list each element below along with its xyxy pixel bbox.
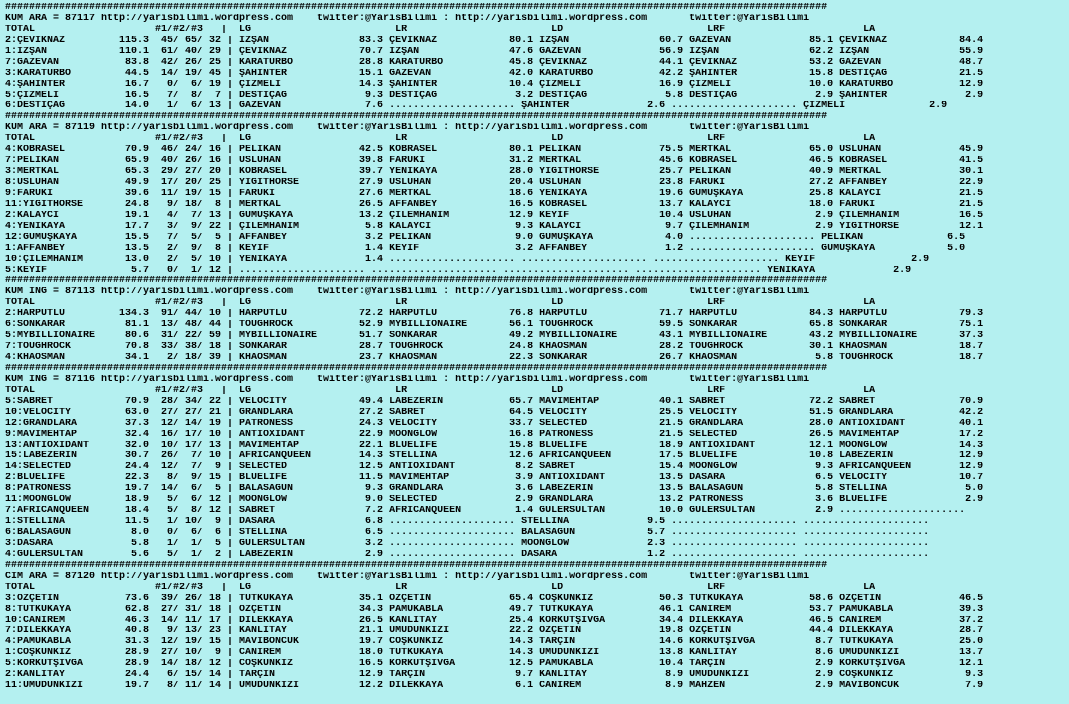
text-line: 12:GÜMÜŞKAYA 15.5 7/ 5/ 5 | AFFANBEY 3.2 PELİKAN 9.0 GÜMÜŞKAYA 4.0 ..................... PELİKAN 6.5: [5, 232, 966, 243]
text-line: TOTAL #1/#2/#3 | LG LR LD LRF LA: [5, 298, 876, 309]
text-line: 10:ÇİLEMHANIM 13.0 2/ 5/ 10 | YENİKAYA 1.4 ..................... ..................... ..................... KEYİF 2.9: [5, 254, 930, 265]
text-line: 1:AFFANBEY 13.5 2/ 9/ 8 | KEYİF 1.4 KEYİF 3.2 AFFANBEY 1.2 ..................... GÜMÜŞKAYA 5.0: [5, 243, 966, 254]
text-line: 1:STELLINA 11.5 1/ 10/ 9 | DASARA 6.8 ..................... STELLINA 9.5 ..................... .....................: [5, 517, 930, 528]
text-line: 4:KOBRASEL 70.9 46/ 24/ 16 | PELİKAN 42.5 KOBRASEL 80.1 PELİKAN 75.5 MERTKAL 65.0 USLUHAN 45.9: [5, 145, 984, 156]
text-line: 9:MAVİMEHTAP 32.4 16/ 17/ 10 | ANTIOXIDANT 22.9 MOONGLOW 16.8 PATRONESS 21.5 SELECTED 26.5 MAVİMEHTAP 17.2: [5, 429, 984, 440]
text-line: TOTAL #1/#2/#3 | LG LR LD LRF LA: [5, 24, 876, 35]
text-line: 7:AFRICANQUEEN 18.4 5/ 8/ 12 | SABRET 7.2 AFRICANQUEEN 1.4 GÜLERSULTAN 10.0 GÜLERSULTAN 2.9 .....................: [5, 506, 966, 517]
text-line: 3:ÖZÇETİN 73.6 39/ 26/ 18 | TUTKUKAYA 35.1 ÖZÇETİN 65.4 COŞKUNKIZ 50.3 TUTKUKAYA 58.6 ÖZÇETİN 46.5: [5, 593, 984, 604]
text-line: 6:BALASAGUN 8.0 0/ 6/ 6 | STELLINA 6.5 ..................... BALASAGUN 5.7 ..................... .....................: [5, 528, 930, 538]
text-line: 10:CANİREM 46.3 14/ 11/ 17 | DİLEKKAYA 26.5 KANLITAY 25.4 KORKUTŞIVGA 34.4 DİLEKKAYA 46.5 CANİREM 37.2: [5, 615, 984, 626]
text-line: 10:VELOCITY 63.0 27/ 27/ 21 | GRANDLARA 27.2 SABRET 64.5 VELOCITY 25.5 VELOCITY 51.5 GRANDLARA 42.2: [5, 407, 984, 418]
text-line: #########################################################################################################################################: [5, 560, 828, 571]
text-line: 2:BLUELIFE 22.3 8/ 9/ 15 | BLUELIFE 11.5 MAVİMEHTAP 3.9 ANTIOXIDANT 13.5 DASARA 6.5 VELOCITY 10.7: [5, 473, 984, 484]
text-line: 6:DESTİÇAĞ 14.0 1/ 6/ 13 | GAZEVAN 7.6 ..................... ŞAHİNTER 2.6 ..................... ÇİZMELİ 2.9: [5, 101, 948, 112]
text-line: 5:ÇİZMELİ 16.5 7/ 8/ 7 | DESTİÇAĞ 9.3 DESTİÇAĞ 3.2 DESTİÇAĞ 5.8 DESTİÇAĞ 2.9 ŞAHİNTER 2.9: [5, 90, 984, 101]
text-line: #########################################################################################################################################: [5, 363, 828, 374]
text-line: KUM ING = 87116 http://yarisbilimi.wordpress.com twitter:@YarisBilimi : http://yarisbilimi.wordpress.com twitter:@YarisBilimi: [5, 374, 810, 385]
text-line: #########################################################################################################################################: [5, 276, 828, 287]
text-line: 5:MYBILLIONAIRE 80.6 31/ 22/ 59 | MYBILLIONAIRE 51.7 SONKARAR 49.2 MYBILLIONAIRE 43.1 MYBILLIONAIRE 43.2 MYBILLIONAIRE 37.3: [5, 331, 984, 342]
text-line: 7:GAZEVAN 83.8 42/ 26/ 25 | KARATURBO 28.8 KARATURBO 45.8 ÇEVİKNAZ 44.1 ÇEVİKNAZ 53.2 GAZEVAN 48.7: [5, 57, 984, 68]
text-line: 2:KANLITAY 24.4 6/ 15/ 14 | TARÇIN 12.9 TARÇIN 9.7 KANLITAY 8.9 UMUDUNKIZI 2.9 COŞKUNKIZ 9.3: [5, 670, 984, 681]
text-line: 9:FARUKİ 39.6 11/ 19/ 15 | FARUKİ 27.6 MERTKAL 18.6 YENİKAYA 19.6 GÜMÜŞKAYA 25.8 KALAYCI 21.5: [5, 188, 984, 199]
text-line: #########################################################################################################################################: [5, 3, 828, 13]
text-line: 3:DASARA 5.8 1/ 1/ 5 | GÜLERSULTAN 3.2 ..................... MOONGLOW 2.3 ..................... .....................: [5, 538, 930, 549]
text-line: 4:GÜLERSULTAN 5.6 5/ 1/ 2 | LABEZERIN 2.9 ..................... DASARA 1.2 ..................... .....................: [5, 549, 930, 560]
text-line: 15:LABEZERIN 30.7 26/ 7/ 10 | AFRICANQUEEN 14.3 STELLINA 12.6 AFRICANQUEEN 17.5 BLUELIFE 10.8 LABEZERIN 12.9: [5, 451, 984, 462]
text-line: 4:PAMUKABLA 31.3 12/ 19/ 15 | MAVİBONCUK 19.7 COŞKUNKIZ 14.3 TARÇIN 14.6 KORKUTŞIVGA 8.7 TUTKUKAYA 25.0: [5, 637, 984, 648]
text-line: 5:SABRET 70.9 28/ 34/ 22 | VELOCITY 49.4 LABEZERIN 65.7 MAVİMEHTAP 40.1 SABRET 72.2 SABRET 70.9: [5, 396, 984, 407]
text-line: TOTAL #1/#2/#3 | LG LR LD LRF LA: [5, 385, 876, 396]
text-line: 8:PATRONESS 19.7 14/ 6/ 5 | BALASAGUN 9.3 GRANDLARA 3.6 LABEZERIN 13.5 BALASAGUN 5.8 STELLINA 5.0: [5, 484, 984, 495]
text-line: KUM ARA = 87119 http://yarisbilimi.wordpress.com twitter:@YarisBilimi : http://yarisbilimi.wordpress.com twitter:@YarisBilimi: [5, 123, 810, 134]
text-line: 7:PELİKAN 65.9 40/ 26/ 16 | USLUHAN 39.8 FARUKİ 31.2 MERTKAL 45.6 KOBRASEL 46.5 KOBRASEL 41.5: [5, 156, 984, 167]
text-line: 2:KALAYCI 19.1 4/ 7/ 13 | GÜMÜŞKAYA 13.2 ÇİLEMHANIM 12.9 KEYİF 10.4 USLUHAN 2.9 ÇİLEMHANIM 16.5: [5, 210, 984, 221]
text-line: #########################################################################################################################################: [5, 112, 828, 123]
text-line: 5:KEYİF 5.7 0/ 1/ 12 | ..................... ..................... ..................... ..................... YENİKAYA 2.9: [5, 265, 912, 276]
text-line: 8:TUTKUKAYA 62.8 27/ 31/ 18 | ÖZÇETİN 34.3 PAMUKABLA 49.7 TUTKUKAYA 46.1 CANİREM 53.7 PAMUKABLA 39.3: [5, 604, 984, 615]
text-line: 11:UMUDUNKIZI 19.7 8/ 11/ 14 | UMUDUNKIZI 12.2 DİLEKKAYA 6.1 CANİREM 8.9 MAHZEN 2.9 MAVİBONCUK 7.9: [5, 681, 984, 692]
text-line: 4:YENİKAYA 17.7 3/ 9/ 22 | ÇİLEMHANIM 5.8 KALAYCI 9.3 KALAYCI 9.7 ÇİLEMHANIM 2.9 YİĞİTHORSE 12.1: [5, 221, 984, 232]
text-line: 3:KARATURBO 44.5 14/ 19/ 45 | ŞAHİNTER 15.1 GAZEVAN 42.0 KARATURBO 42.2 ŞAHİNTER 15.8 DESTİÇAĞ 21.5: [5, 68, 984, 79]
text-line: 4:ŞAHİNTER 16.7 0/ 6/ 19 | ÇİZMELİ 14.3 ŞAHİNTER 10.4 ÇİZMELİ 16.9 ÇİZMELİ 10.0 KARATURBO 12.9: [5, 79, 984, 90]
text-line: 11:YİĞİTHORSE 24.8 9/ 18/ 8 | MERTKAL 26.5 AFFANBEY 16.5 KOBRASEL 13.7 KALAYCI 18.0 FARUKİ 21.5: [5, 199, 984, 210]
text-line: 12:GRANDLARA 37.3 12/ 14/ 19 | PATRONESS 24.3 VELOCITY 33.7 SELECTED 21.5 GRANDLARA 28.0 ANTIOXIDANT 40.1: [5, 418, 984, 429]
text-line: 6:SONKARAR 81.1 13/ 48/ 44 | TOUGHROCK 52.9 MYBILLIONAIRE 56.1 TOUGHROCK 59.5 SONKARAR 65.8 SONKARAR 75.1: [5, 320, 984, 331]
text-line: 4:KHAOSMAN 34.1 2/ 18/ 39 | KHAOSMAN 23.7 KHAOSMAN 22.3 SONKARAR 26.7 KHAOSMAN 5.8 TOUGHROCK 18.7: [5, 353, 984, 363]
text-line: TOTAL #1/#2/#3 | LG LR LD LRF LA: [5, 582, 876, 593]
text-line: KUM ING = 87113 http://yarisbilimi.wordpress.com twitter:@YarisBilimi : http://yarisbilimi.wordpress.com twitter:@YarisBilimi: [5, 287, 810, 298]
text-line: CIM ARA = 87120 http://yarisbilimi.wordpress.com twitter:@YarisBilimi : http://yarisbilimi.wordpress.com twitter:@YarisBilimi: [5, 571, 810, 582]
text-line: 14:SELECTED 24.4 12/ 7/ 9 | SELECTED 12.5 ANTIOXIDANT 8.2 SABRET 15.4 MOONGLOW 9.3 AFRICANQUEEN 12.9: [5, 462, 984, 473]
text-line: 1:İZŞAN 110.1 61/ 40/ 29 | ÇEVİKNAZ 70.7 İZŞAN 47.6 GAZEVAN 56.9 İZŞAN 62.2 İZŞAN 55.9: [5, 46, 984, 57]
text-line: TOTAL #1/#2/#3 | LG LR LD LRF LA: [5, 134, 876, 145]
text-line: 7:DİLEKKAYA 40.8 9/ 13/ 23 | KANLITAY 21.1 UMUDUNKIZI 22.2 ÖZÇETİN 19.8 ÖZÇETİN 44.4 DİLEKKAYA 28.7: [5, 626, 984, 637]
text-line: 8:USLUHAN 49.9 17/ 20/ 25 | YİĞİTHORSE 27.9 USLUHAN 20.4 USLUHAN 23.8 FARUKİ 27.2 AFFANBEY 22.9: [5, 178, 984, 188]
text-line: 11:MOONGLOW 18.9 5/ 6/ 12 | MOONGLOW 9.0 SELECTED 2.9 GRANDLARA 13.2 PATRONESS 3.6 BLUELIFE 2.9: [5, 495, 984, 506]
text-line: 2:ÇEVİKNAZ 115.3 45/ 65/ 32 | İZŞAN 83.3 ÇEVİKNAZ 80.1 İZŞAN 60.7 GAZEVAN 85.1 ÇEVİKNAZ 84.4: [5, 35, 984, 46]
text-line: KUM ARA = 87117 http://yarisbilimi.wordpress.com twitter:@YarisBilimi : http://yarisbilimi.wordpress.com twitter:@YarisBilimi: [5, 13, 810, 24]
text-line: 5:KORKUTŞIVGA 28.9 14/ 18/ 12 | COŞKUNKIZ 16.5 KORKUTŞIVGA 12.5 PAMUKABLA 10.4 TARÇIN 2.9 KORKUTŞIVGA 12.1: [5, 659, 984, 670]
text-line: 1:COŞKUNKIZ 28.9 27/ 10/ 9 | CANİREM 18.0 TUTKUKAYA 14.3 UMUDUNKIZI 13.8 KANLITAY 8.6 UMUDUNKIZI 13.7: [5, 648, 984, 659]
text-line: 3:MERTKAL 65.3 29/ 27/ 20 | KOBRASEL 39.7 YENİKAYA 28.0 YİĞİTHORSE 25.7 PELİKAN 40.9 MERTKAL 30.1: [5, 167, 984, 178]
text-line: 2:HARPUTLU 134.3 91/ 44/ 10 | HARPUTLU 72.2 HARPUTLU 76.8 HARPUTLU 71.7 HARPUTLU 84.3 HARPUTLU 79.3: [5, 309, 984, 320]
text-line: 7:TOUGHROCK 70.8 33/ 38/ 18 | SONKARAR 28.7 TOUGHROCK 24.8 KHAOSMAN 28.2 TOUGHROCK 30.1 KHAOSMAN 18.7: [5, 342, 984, 353]
text-line: 13:ANTIOXIDANT 32.0 10/ 17/ 13 | MAVİMEHTAP 22.1 BLUELIFE 15.8 BLUELIFE 18.9 ANTIOXIDANT 12.1 MOONGLOW 14.3: [5, 440, 984, 451]
